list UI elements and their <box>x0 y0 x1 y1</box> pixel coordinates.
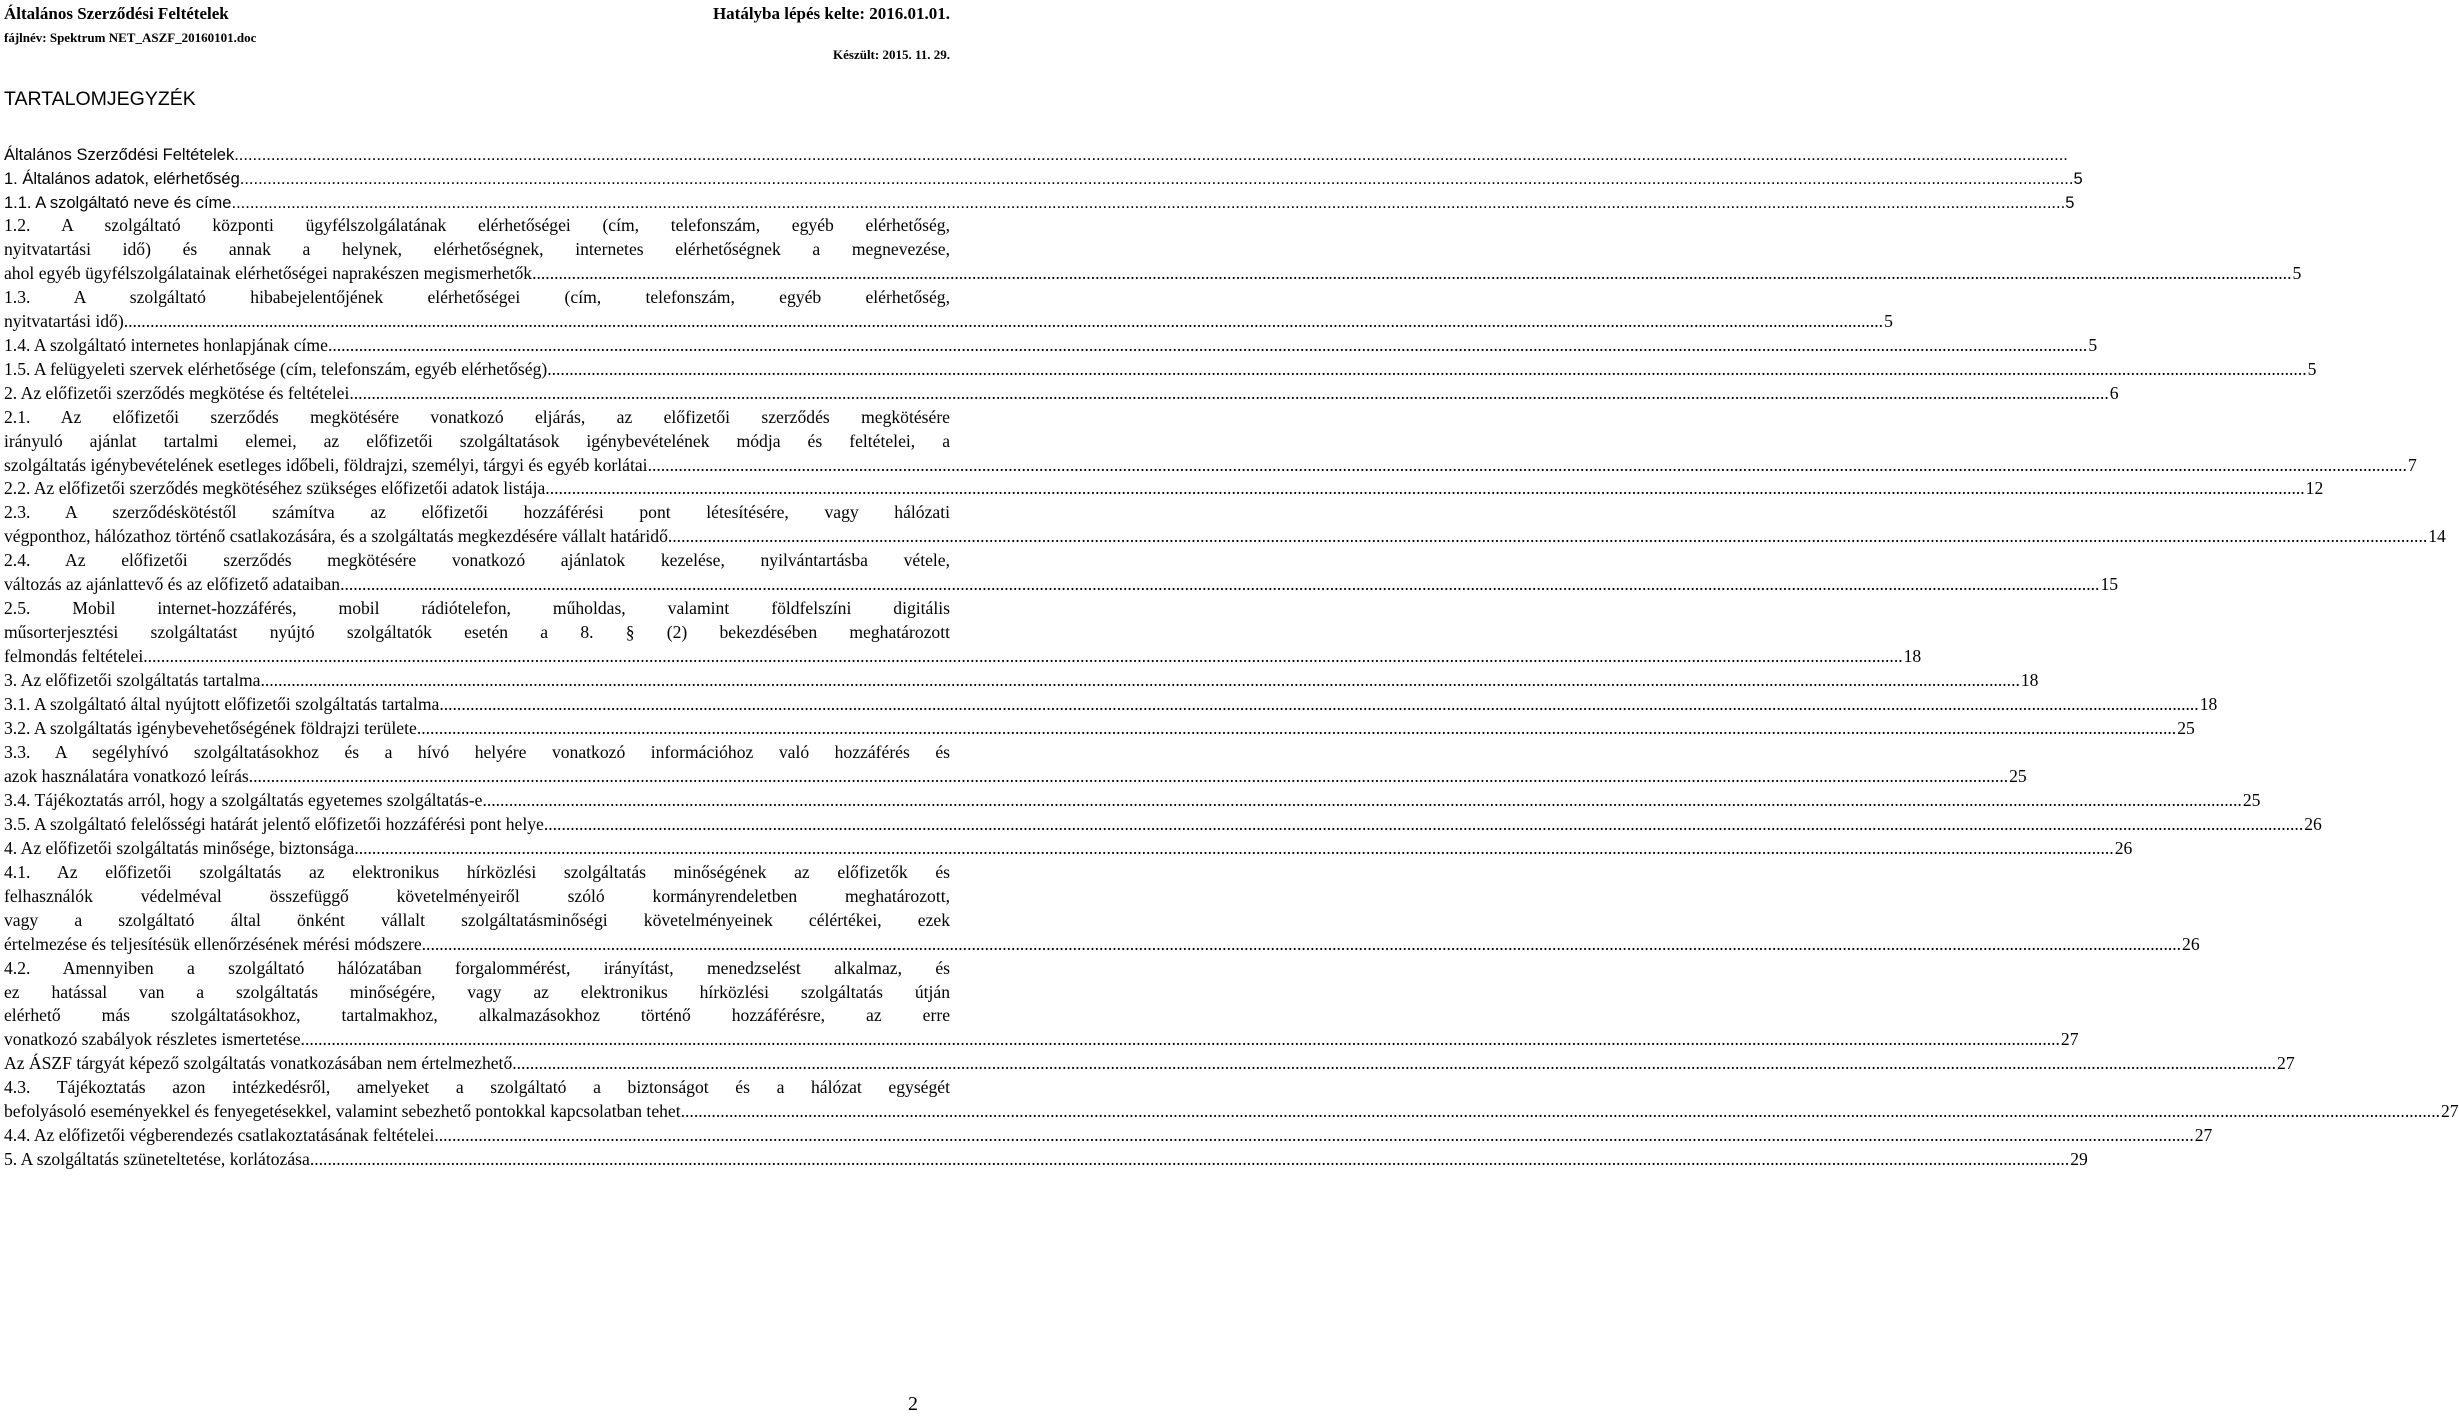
toc-entry-page: 26 <box>2114 837 2133 858</box>
toc-entry[interactable] <box>4 957 2079 1053</box>
toc-entry-last-line <box>4 358 2317 382</box>
toc-entry-page: 25 <box>2242 789 2261 810</box>
toc-dot-leader: ................................................................................................................................................................................................................................................................................................................................................................................................................ <box>545 478 2305 499</box>
toc-entry[interactable] <box>4 406 2417 478</box>
toc-entry-last-line <box>4 525 2446 549</box>
toc-dot-leader: ................................................................................................................................................................................................................................................................................................................................................................................................................ <box>421 933 2182 954</box>
toc-entry[interactable] <box>4 501 2446 549</box>
toc-dot-leader: ................................................................................................................................................................................................................................................................................................................................................................................................................ <box>516 1053 2277 1074</box>
toc-dot-leader: ................................................................................................................................................................................................................................................................................................................................................................................................................ <box>416 718 2177 739</box>
toc-entry[interactable] <box>4 214 2302 286</box>
toc-entry-line: 4.2. Amennyiben a szolgáltató hálózatában forgalommérést, irányítást, menedzselést alkalmaz, és <box>4 957 950 978</box>
toc-entry-page: 25 <box>2009 765 2027 786</box>
toc-entry-line: nyitvatartási idő) és annak a helynek, elérhetőségnek, internetes elérhetőségnek a megnevezése, <box>4 238 950 259</box>
toc-dot-leader: ................................................................................................................................................................................................................................................................................................................................................................................................................ <box>647 454 2407 475</box>
toc-entry-page: 18 <box>2199 694 2218 715</box>
toc-entry[interactable] <box>4 741 2027 789</box>
toc-entry-last-line <box>4 262 2302 286</box>
toc-entry-page: 15 <box>2100 574 2119 595</box>
toc-entry-page: 18 <box>1903 646 1922 667</box>
toc-entry-page: 5 <box>2292 262 2302 283</box>
toc-entry-page: 5 <box>2065 194 2075 212</box>
toc-dot-leader: ................................................................................................................................................................................................................................................................................................................................................................................................................ <box>667 526 2428 547</box>
toc-dot-leader: ................................................................................................................................................................................................................................................................................................................................................................................................................ <box>354 837 2114 858</box>
toc-entry[interactable] <box>4 1052 2295 1076</box>
toc-entry-text: Az ÁSZF tárgyát képező szolgáltatás vonatkozásában nem értelmezhető. <box>4 1053 517 1074</box>
toc-entry-page: 7 <box>2407 454 2417 475</box>
toc-entry-text: 3.5. A szolgáltató felelősségi határát jelentő előfizetői hozzáférési pont helye <box>4 813 544 834</box>
toc-entry[interactable] <box>4 334 2098 358</box>
toc-entry-text: 3. Az előfizetői szolgáltatás tartalma <box>4 670 261 691</box>
toc-entry-text: 1. Általános adatok, elérhetőség <box>4 170 240 188</box>
toc-entry[interactable] <box>4 837 2133 861</box>
header-created-date: Készült: 2015. 11. 29. <box>833 47 950 62</box>
toc-entry-last-line <box>4 1028 2079 1052</box>
toc-entry-line: 1.3. A szolgáltató hibabejelentőjének elérhetőségei (cím, telefonszám, egyéb elérhetőség, <box>4 286 950 307</box>
toc-entry[interactable] <box>4 477 2324 501</box>
toc-entry[interactable] <box>4 358 2317 382</box>
toc-entry-text: 2.2. Az előfizetői szerződés megkötéséhez szükséges előfizetői adatok listája <box>4 478 546 499</box>
toc-entry-page: 27 <box>2277 1053 2295 1074</box>
toc-entry-text: nyitvatartási idő) <box>4 310 124 331</box>
toc-entry-text: értelmezése és teljesítésük ellenőrzésének mérési módszere <box>4 933 422 954</box>
toc-entry[interactable] <box>4 549 2119 597</box>
toc-entry-text: Általános Szerződési Feltételek <box>4 146 235 164</box>
toc-entry[interactable] <box>4 717 2195 741</box>
toc-entry[interactable] <box>4 192 2075 216</box>
toc-dot-leader: ................................................................................................................................................................................................................................................................................................................................................................................................................ <box>327 334 2088 355</box>
toc-entry-last-line <box>4 382 2119 406</box>
toc-dot-leader: ................................................................................................................................................................................................................................................................................................................................................................................................................ <box>231 194 2066 212</box>
toc-entry[interactable] <box>4 286 1893 334</box>
toc-entry-line: elérhető más szolgáltatásokhoz, tartalmakhoz, alkalmazásokhoz történő hozzáférésre, az erre <box>4 1005 950 1026</box>
header-filename: fájlnév: Spektrum NET_ASZF_20160101.doc <box>4 30 257 45</box>
toc-entry-line: 4.3. Tájékoztatás azon intézkedésről, amelyeket a szolgáltató a biztonságot és a hálózat egységét <box>4 1077 950 1098</box>
toc-entry-page: 26 <box>2304 813 2322 834</box>
toc-entry-page: 6 <box>2109 382 2119 403</box>
toc-entry-last-line <box>4 789 2261 813</box>
toc-entry-last-line <box>4 837 2133 861</box>
toc-entry-text: szolgáltatás igénybevételének esetleges időbeli, földrajzi, személyi, tárgyi és egyéb korlátai <box>4 454 648 475</box>
toc-entry[interactable] <box>4 669 2039 693</box>
toc-dot-leader: ................................................................................................................................................................................................................................................................................................................................................................................................................ <box>532 262 2292 283</box>
toc-entry-page: 14 <box>2428 526 2446 547</box>
toc-entry-page: 5 <box>2088 334 2098 355</box>
toc-entry-page: 18 <box>2020 670 2039 691</box>
toc-dot-leader: ................................................................................................................................................................................................................................................................................................................................................................................................................ <box>234 146 2068 164</box>
toc-entry-text: ahol egyéb ügyfélszolgálatainak elérhetőségei naprakészen megismerhetők <box>4 262 533 283</box>
toc-dot-leader: ................................................................................................................................................................................................................................................................................................................................................................................................................ <box>260 670 2020 691</box>
toc-dot-leader: ................................................................................................................................................................................................................................................................................................................................................................................................................ <box>239 170 2074 188</box>
toc-entry-text: vonatkozó szabályok részletes ismertetése <box>4 1029 301 1050</box>
toc-entry-text: 1.4. A szolgáltató internetes honlapjának címe <box>4 334 328 355</box>
toc-entry[interactable] <box>4 382 2119 406</box>
toc-entry-page: 5 <box>2073 170 2083 188</box>
toc-entry-text: 3.1. A szolgáltató által nyújtott előfizetői szolgáltatás tartalma <box>4 694 440 715</box>
toc-entry-text: 3.2. A szolgáltatás igénybevehetőségének földrajzi területe <box>4 718 417 739</box>
toc-entry[interactable] <box>4 1148 2088 1172</box>
toc-heading: TARTALOMJEGYZÉK <box>4 88 196 110</box>
toc-entry-text: végponthoz, hálózathoz történő csatlakozására, és a szolgáltatás megkezdésére vállalt határidő <box>4 526 668 547</box>
toc-entry-last-line <box>4 669 2039 693</box>
toc-dot-leader: ................................................................................................................................................................................................................................................................................................................................................................................................................ <box>482 789 2242 810</box>
toc-entry-page: 5 <box>2307 358 2317 379</box>
toc-entry-last-line <box>4 813 2322 837</box>
toc-entry-last-line <box>4 1100 2459 1124</box>
toc-entry-line: ez hatással van a szolgáltatás minőségére, vagy az elektronikus hírközlési szolgáltatás útján <box>4 981 950 1002</box>
toc-entry-last-line <box>4 454 2417 478</box>
toc-entry-text: 1.1. A szolgáltató neve és címe <box>4 194 232 212</box>
toc-dot-leader: ................................................................................................................................................................................................................................................................................................................................................................................................................ <box>434 1125 2194 1146</box>
toc-entry-text: felmondás feltételei <box>4 646 144 667</box>
toc-entry-page: 29 <box>2070 1149 2088 1170</box>
toc-entry-line: műsorterjesztési szolgáltatást nyújtó szolgáltatók esetén a 8. § (2) bekezdésében meghatározott <box>4 622 950 643</box>
toc-entry-line: 2.3. A szerződéskötéstől számítva az előfizetői hozzáférési pont létesítésére, vagy hálózati <box>4 502 950 523</box>
toc-entry-page: 27 <box>2194 1125 2213 1146</box>
toc-dot-leader: ................................................................................................................................................................................................................................................................................................................................................................................................................ <box>543 813 2304 834</box>
toc-entry-text: változás az ajánlattevő és az előfizető adataiban <box>4 574 341 595</box>
toc-dot-leader: ................................................................................................................................................................................................................................................................................................................................................................................................................ <box>680 1101 2440 1122</box>
toc-entry-last-line <box>4 933 2200 957</box>
toc-entry[interactable] <box>4 813 2322 837</box>
toc-dot-leader: ................................................................................................................................................................................................................................................................................................................................................................................................................ <box>547 358 2307 379</box>
toc-dot-leader: ................................................................................................................................................................................................................................................................................................................................................................................................................ <box>143 646 1903 667</box>
toc-entry-page: 27 <box>2060 1029 2079 1050</box>
toc-entry-page: 27 <box>2441 1101 2459 1122</box>
toc-entry-line: irányuló ajánlat tartalmi elemei, az előfizetői szolgáltatások igénybevételének módja és feltételei, a <box>4 430 950 451</box>
toc-dot-leader: ................................................................................................................................................................................................................................................................................................................................................................................................................ <box>309 1149 2070 1170</box>
toc-entry-last-line <box>4 693 2218 717</box>
toc-entry-text: 1.5. A felügyeleti szervek elérhetősége (cím, telefonszám, egyéb elérhetőség) <box>4 358 548 379</box>
toc-dot-leader: ................................................................................................................................................................................................................................................................................................................................................................................................................ <box>300 1029 2060 1050</box>
toc-entry-last-line <box>4 310 1893 334</box>
toc-entry-page: 5 <box>1884 310 1893 331</box>
toc-entry-last-line <box>4 1124 2213 1148</box>
page-number: 2 <box>908 1393 918 1415</box>
toc-entry-last-line <box>4 477 2324 501</box>
toc-entry[interactable] <box>4 597 1922 669</box>
toc-entry-text: 3.4. Tájékoztatás arról, hogy a szolgáltatás egyetemes szolgáltatás-e <box>4 789 483 810</box>
toc-entry[interactable] <box>4 861 2200 957</box>
toc-entry-last-line <box>4 717 2195 741</box>
toc-entry-text: 5. A szolgáltatás szüneteltetése, korlátozása <box>4 1149 310 1170</box>
toc-entry-text: 4.4. Az előfizetői végberendezés csatlakoztatásának feltételei <box>4 1125 435 1146</box>
toc-entry-line: 3.3. A segélyhívó szolgáltatásokhoz és a hívó helyére vonatkozó információhoz való hozzáférés és <box>4 741 950 762</box>
toc-entry-last-line <box>4 573 2119 597</box>
toc-entry-last-line <box>4 765 2027 789</box>
toc-dot-leader: ................................................................................................................................................................................................................................................................................................................................................................................................................ <box>123 310 1884 331</box>
toc-entry-line: felhasználók védelméval összefüggő követelményeiről szóló kormányrendeletben meghatározott, <box>4 885 950 906</box>
toc-entry[interactable] <box>4 693 2218 717</box>
toc-dot-leader: ................................................................................................................................................................................................................................................................................................................................................................................................................ <box>439 694 2199 715</box>
toc-entry-line: 2.4. Az előfizetői szerződés megkötésére vonatkozó ajánlatok kezelése, nyilvántartásba vétele, <box>4 550 950 571</box>
toc-entry-last-line <box>4 1052 2295 1076</box>
toc-entry-text: azok használatára vonatkozó leírás <box>4 765 249 786</box>
toc-entry[interactable] <box>4 168 2083 192</box>
toc-dot-leader: ................................................................................................................................................................................................................................................................................................................................................................................................................ <box>340 574 2100 595</box>
toc-entry-text: 2. Az előfizetői szerződés megkötése és feltételei <box>4 382 350 403</box>
toc-entry-last-line <box>4 334 2098 358</box>
toc-entry-line: 2.5. Mobil internet-hozzáférés, mobil rádiótelefon, műholdas, valamint földfelszíni digitális <box>4 598 950 619</box>
toc-entry-last-line <box>4 645 1922 669</box>
header-effective-date: Hatályba lépés kelte: 2016.01.01. <box>712 4 950 23</box>
toc-entry-text: befolyásoló eseményekkel és fenyegetésekkel, valamint sebezhető pontokkal kapcsolatban tehet <box>4 1101 681 1122</box>
toc-entry-line: 1.2. A szolgáltató központi ügyfélszolgálatának elérhetőségei (cím, telefonszám, egyéb elérhetőség, <box>4 215 950 235</box>
toc-entry-page: 25 <box>2177 718 2195 739</box>
table-of-contents <box>4 214 2459 1172</box>
toc-entry[interactable] <box>4 1124 2213 1148</box>
toc-entry-line: 2.1. Az előfizetői szerződés megkötésére vonatkozó eljárás, az előfizetői szerződés megkötésére <box>4 406 950 427</box>
toc-entry[interactable] <box>4 144 2068 168</box>
toc-entry-last-line <box>4 1148 2088 1172</box>
toc-entry[interactable] <box>4 1076 2459 1124</box>
toc-entry-line: 4.1. Az előfizetői szolgáltatás az elektronikus hírközlési szolgáltatás minőségének az előfizetők és <box>4 861 950 882</box>
toc-dot-leader: ................................................................................................................................................................................................................................................................................................................................................................................................................ <box>349 382 2109 403</box>
toc-entry[interactable] <box>4 789 2261 813</box>
header-title: Általános Szerződési Feltételek <box>4 4 229 23</box>
toc-dot-leader: ................................................................................................................................................................................................................................................................................................................................................................................................................ <box>248 765 2009 786</box>
toc-entry-page: 26 <box>2182 933 2200 954</box>
toc-entry-line: vagy a szolgáltató által önként vállalt szolgáltatásminőségi követelményeinek célértékei, ezek <box>4 909 950 930</box>
toc-entry-page: 12 <box>2305 478 2324 499</box>
toc-entry-text: 4. Az előfizetői szolgáltatás minősége, biztonsága <box>4 837 355 858</box>
